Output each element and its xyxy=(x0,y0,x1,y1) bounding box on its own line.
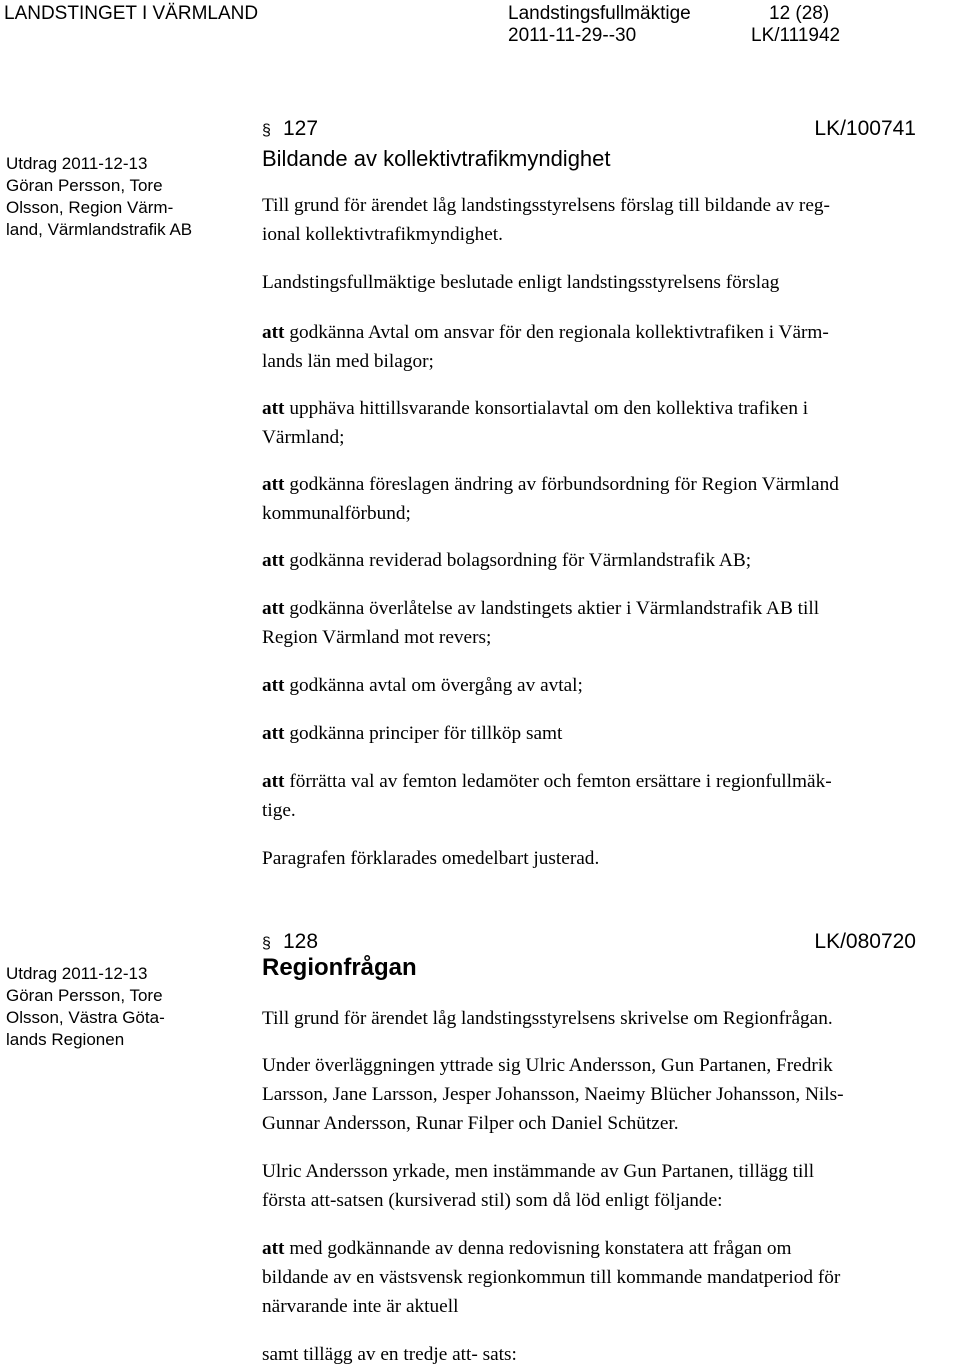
section-title: Regionfrågan xyxy=(262,954,417,981)
margin-note-127 xyxy=(6,153,242,241)
margin-note-line: Olsson, Region Värm- xyxy=(6,198,174,217)
att-keyword: att xyxy=(262,598,285,619)
text-line: första att-satsen (kursiverad stil) som då löd enligt följande: xyxy=(262,1190,723,1211)
decision-intro: Landstingsfullmäktige beslutade enligt landstingsstyrelsens förslag xyxy=(262,272,780,293)
att-keyword: att xyxy=(262,723,285,744)
att-keyword: att xyxy=(262,322,285,343)
att-keyword: att xyxy=(262,771,285,792)
att-item xyxy=(262,470,839,528)
text-line: Gunnar Andersson, Runar Filper och Daniel Schützer. xyxy=(262,1113,679,1134)
margin-note-line: lands Regionen xyxy=(6,1030,125,1049)
att-keyword: att xyxy=(262,474,285,495)
text-line: Under överläggningen yttrade sig Ulric Andersson, Gun Partanen, Fredrik xyxy=(262,1055,833,1076)
att-text: godkänna reviderad bolagsordning för Värmlandstrafik AB; xyxy=(289,550,752,571)
header-org: LANDSTINGET I VÄRMLAND xyxy=(4,3,259,24)
att-item xyxy=(262,1234,840,1321)
att-text: godkänna föreslagen ändring av förbundsordning för Region Värmland xyxy=(289,474,839,495)
case-number: LK/100741 xyxy=(814,117,916,140)
att-item xyxy=(262,394,808,452)
att-item xyxy=(262,318,829,376)
att-item xyxy=(262,671,583,700)
att-text: godkänna avtal om övergång av avtal; xyxy=(289,675,583,696)
att-text: godkänna överlåtelse av landstingets aktier i Värmlandstrafik AB till xyxy=(289,598,820,619)
header-dates: 2011-11-29--30 xyxy=(508,25,637,46)
text-line: ional kollektivtrafikmyndighet. xyxy=(262,224,503,245)
att-item xyxy=(262,546,751,575)
section-number: 128 xyxy=(283,930,319,953)
margin-note-line: Göran Persson, Tore xyxy=(6,986,163,1005)
section-title: Bildande av kollektivtrafikmyndighet xyxy=(262,146,611,171)
att-text: upphäva hittillsvarande konsortialavtal om den kollektiva trafiken i xyxy=(289,398,809,419)
margin-note-128 xyxy=(6,963,242,1051)
paragraph-sign-icon: § xyxy=(262,935,271,952)
margin-note-line: Göran Persson, Tore xyxy=(6,176,163,195)
header-case-ref: LK/111942 xyxy=(751,25,841,46)
att-item xyxy=(262,767,832,825)
paragraph-sign-icon: § xyxy=(262,122,271,139)
text-line: Ulric Andersson yrkade, men instämmande av Gun Partanen, tillägg till xyxy=(262,1161,815,1182)
text-line: närvarande inte är aktuell xyxy=(262,1296,459,1317)
margin-note-line: land, Värmlandstrafik AB xyxy=(6,220,193,239)
section-128-intro: Till grund för ärendet låg landstingsstyrelsens skrivelse om Regionfrågan. xyxy=(262,1008,833,1029)
att-keyword: att xyxy=(262,550,285,571)
att-text: godkänna Avtal om ansvar för den regionala kollektivtrafiken i Värm- xyxy=(289,322,829,343)
section-128-heading xyxy=(262,930,916,956)
section-127-heading xyxy=(262,117,916,143)
att-keyword: att xyxy=(262,1238,285,1259)
text-line: Region Värmland mot revers; xyxy=(262,627,492,648)
section-number: 127 xyxy=(283,117,319,140)
debate-paragraph xyxy=(262,1051,844,1138)
text-line: tige. xyxy=(262,800,296,821)
header-page: 12 (28) xyxy=(769,3,830,24)
margin-note-line: Utdrag 2011-12-13 xyxy=(6,154,148,173)
att-text: godkänna principer för tillköp samt xyxy=(289,723,563,744)
text-line: lands län med bilagor; xyxy=(262,351,434,372)
closing-statement: Paragrafen förklarades omedelbart justerad. xyxy=(262,848,600,869)
att-keyword: att xyxy=(262,398,285,419)
att-item xyxy=(262,594,819,652)
text-line: bildande av en västsvensk regionkommun till kommande mandatperiod för xyxy=(262,1267,841,1288)
motion-paragraph xyxy=(262,1157,814,1215)
att-item xyxy=(262,719,562,748)
section-127-intro xyxy=(262,191,830,249)
case-number: LK/080720 xyxy=(814,930,916,953)
text-line: kommunalförbund; xyxy=(262,503,411,524)
att-text: med godkännande av denna redovisning konstatera att frågan om xyxy=(289,1238,792,1259)
header-meeting: Landstingsfullmäktige xyxy=(508,3,691,24)
att-keyword: att xyxy=(262,675,285,696)
text-line: Till grund för ärendet låg landstingsstyrelsens förslag till bildande av reg- xyxy=(262,195,830,216)
text-line: Värmland; xyxy=(262,427,345,448)
att-text: förrätta val av femton ledamöter och femton ersättare i regionfullmäk- xyxy=(289,771,832,792)
text-line: Larsson, Jane Larsson, Jesper Johansson, Naeimy Blücher Johansson, Nils- xyxy=(262,1084,844,1105)
tail-statement: samt tillägg av en tredje att- sats: xyxy=(262,1344,517,1365)
margin-note-line: Utdrag 2011-12-13 xyxy=(6,964,148,983)
margin-note-line: Olsson, Västra Göta- xyxy=(6,1008,165,1027)
